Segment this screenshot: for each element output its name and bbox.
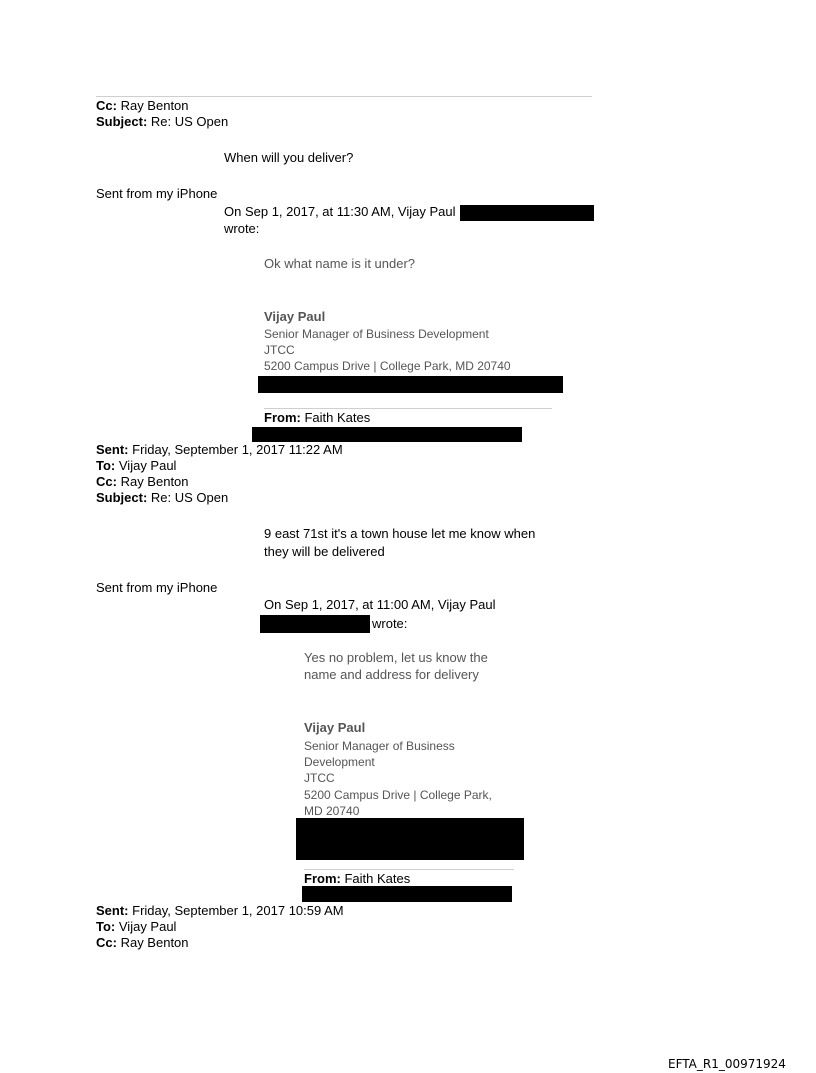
header-subject [96,114,228,130]
quote-header: On Sep 1, 2017, at 11:30 AM, Vijay Paul [224,204,456,219]
from-line [304,871,410,887]
header-to [96,919,176,935]
quote-header: On Sep 1, 2017, at 11:00 AM, Vijay Paul [264,597,496,612]
sent-value: Friday, September 1, 2017 11:22 AM [132,442,343,457]
message-body: 9 east 71st it's a town house let me know when [264,526,536,541]
redaction-box [252,427,522,442]
cc-label: Cc: [96,935,117,950]
header-cc [96,474,189,490]
sent-label: Sent: [96,442,129,457]
signature-title: Senior Manager of Business Development [264,327,489,341]
from-line [264,410,370,426]
document-id: EFTA_R1_00971924 [668,1057,786,1071]
redaction-box [302,886,512,902]
cc-label: Cc: [96,474,117,489]
message-body-cont: they will be delivered [264,544,385,559]
signature-address-cont: MD 20740 [304,804,360,818]
quote-header-cont: wrote: [372,616,408,631]
to-label: To: [96,919,116,934]
signoff: Sent from my iPhone [96,186,218,201]
subject-value: Re: US Open [150,490,229,505]
to-value: Vijay Paul [118,458,177,473]
redaction-box [296,818,524,860]
subject-value: Re: US Open [150,114,229,129]
redaction-box [258,376,563,393]
header-cc [96,98,189,114]
header-sent [96,903,344,919]
signature-org: JTCC [264,343,295,357]
cc-value: Ray Benton [120,935,189,950]
message-body: Yes no problem, let us know the [304,650,488,665]
header-subject [96,490,228,506]
to-label: To: [96,458,116,473]
signature-address: 5200 Campus Drive | College Park, MD 20740 [264,359,511,373]
cc-value: Ray Benton [120,98,189,113]
signature-address: 5200 Campus Drive | College Park, [304,788,492,802]
message-body-cont: name and address for delivery [304,667,479,682]
subject-label: Subject: [96,114,148,129]
header-to [96,458,176,474]
to-value: Vijay Paul [118,919,177,934]
header-sent [96,442,343,458]
sent-value: Friday, September 1, 2017 10:59 AM [132,903,344,918]
redaction-box [460,205,594,221]
signature-title-cont: Development [304,755,375,769]
signature-name: Vijay Paul [264,309,326,324]
subject-label: Subject: [96,490,148,505]
signature-title: Senior Manager of Business [304,739,455,753]
top-divider [96,96,592,97]
from-label: From: [304,871,341,886]
cc-label: Cc: [96,98,117,113]
divider [264,408,552,409]
divider [304,869,514,870]
cc-value: Ray Benton [120,474,189,489]
signature-name: Vijay Paul [304,720,366,735]
sent-label: Sent: [96,903,129,918]
signoff: Sent from my iPhone [96,580,218,595]
from-label: From: [264,410,301,425]
header-cc [96,935,189,951]
message-body: Ok what name is it under? [264,256,416,271]
signature-org: JTCC [304,771,335,785]
message-body: When will you deliver? [224,150,354,165]
quote-header-cont: wrote: [224,221,260,236]
redaction-box [260,615,370,633]
from-value: Faith Kates [344,871,411,886]
from-value: Faith Kates [304,410,371,425]
